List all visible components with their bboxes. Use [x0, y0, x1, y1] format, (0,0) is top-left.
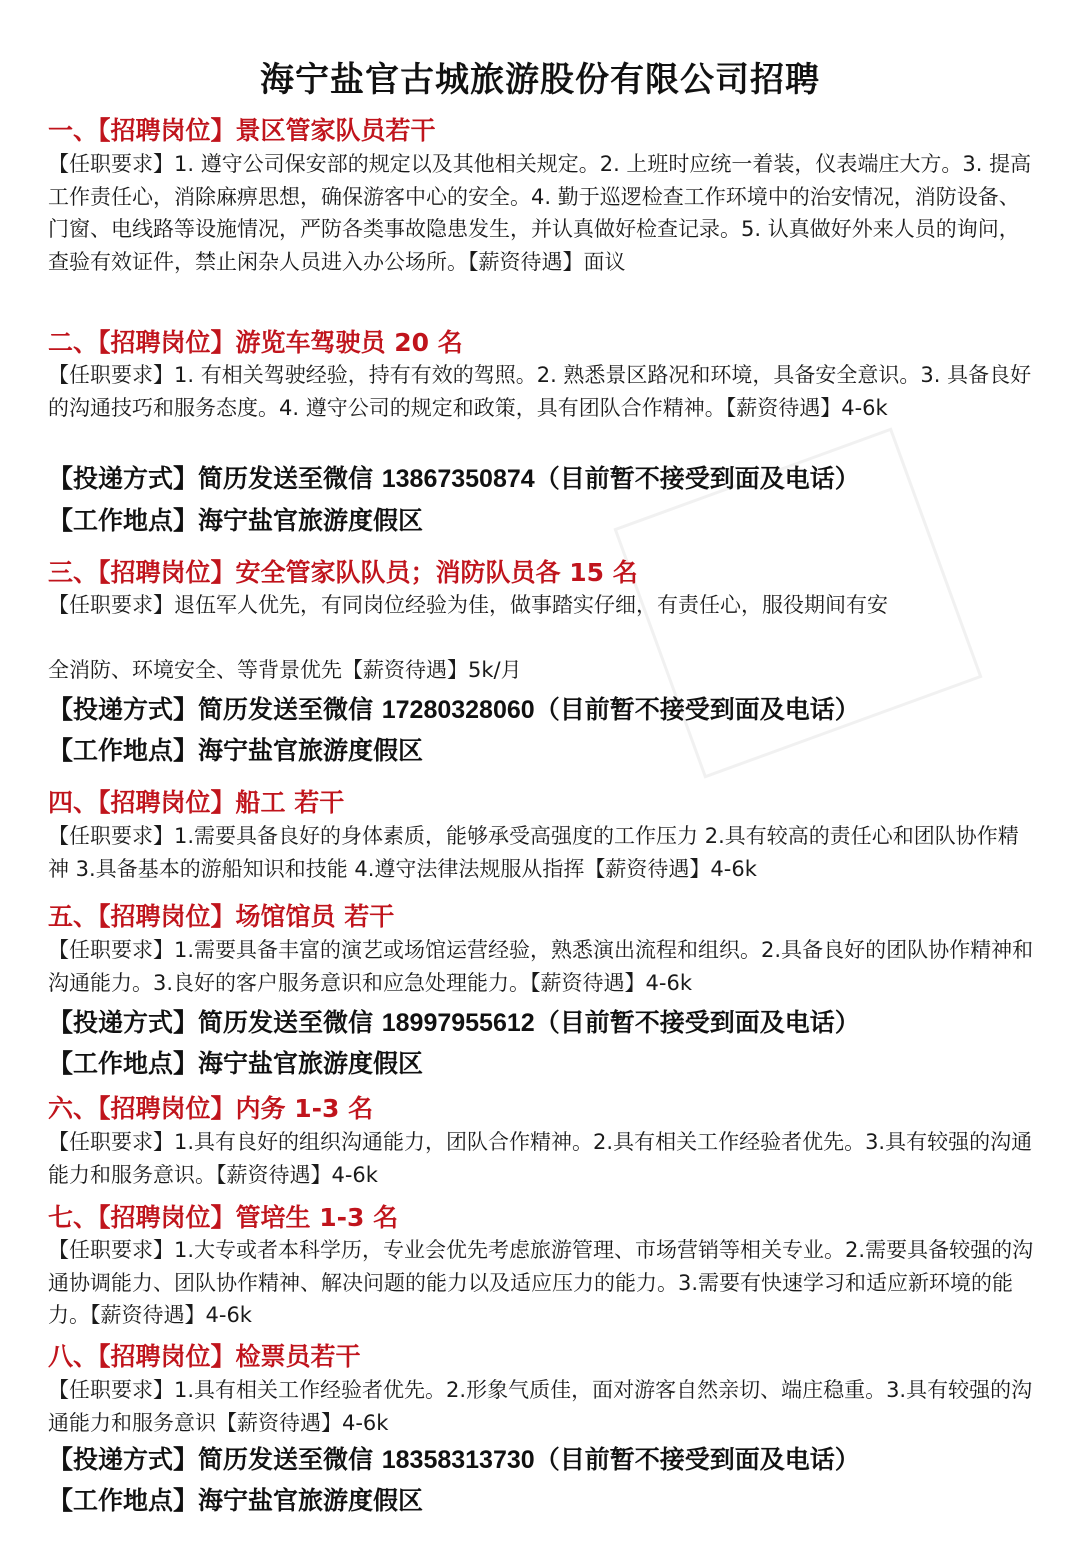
section-4-heading: 四、【招聘岗位】船工 若干: [48, 788, 345, 817]
section-6-heading: 六、【招聘岗位】内务 1-3 名: [48, 1094, 374, 1123]
section-5-body: 【任职要求】1.需要具备丰富的演艺或场馆运营经验，熟悉演出流程和组织。2.具备良好的团队协作精神和沟通能力。3.良好的客户服务意识和应急处理能力。【薪资待遇】4-6k: [48, 938, 1034, 995]
section-1-heading: 一、【招聘岗位】景区管家队员若干: [48, 116, 436, 145]
section-6-body: 【任职要求】1.具有良好的组织沟通能力，团队合作精神。2.具有相关工作经验者优先。3.具有较强的沟通能力和服务意识。【薪资待遇】4-6k: [48, 1130, 1033, 1187]
section-8-location: 【工作地点】海宁盐官旅游度假区: [48, 1486, 424, 1515]
wechat-number: 18997955612: [381, 1009, 535, 1037]
contact-note: （目前暂不接受到面及电话）: [534, 464, 860, 493]
contact-label: 【投递方式】简历发送至微信: [48, 1008, 374, 1037]
section-1-body: 【任职要求】1. 遵守公司保安部的规定以及其他相关规定。2. 上班时应统一着装，仪表端庄大方。3. 提高工作责任心，消除麻痹思想，确保游客中心的安全。4. 勤于巡逻检查工作环境中的治安情况，消防设备、门窗、电线路等设施情况，严防各类事故隐患发生，并认真做好检查记录。5. 认真做好外来人员的询问，查验有效证件，禁止闲杂人员进入办公场所。【薪资待遇】面议: [48, 152, 1032, 274]
wechat-number: 17280328060: [381, 696, 535, 724]
section-2-heading: 二、【招聘岗位】游览车驾驶员 20 名: [48, 328, 463, 357]
section-3-contact: [48, 692, 860, 728]
section-2-body: 【任职要求】1. 有相关驾驶经验，持有有效的驾照。2. 熟悉景区路况和环境，具备安全意识。3. 具备良好的沟通技巧和服务态度。4. 遵守公司的规定和政策，具有团队合作精神。【薪资待遇】4-6k: [48, 363, 1032, 420]
page-title: 海宁盐官古城旅游股份有限公司招聘: [260, 60, 820, 100]
section-7-heading: 七、【招聘岗位】管培生 1-3 名: [48, 1203, 399, 1232]
contact-label: 【投递方式】简历发送至微信: [48, 464, 374, 493]
contact-note: （目前暂不接受到面及电话）: [534, 1008, 860, 1037]
section-8-contact: [48, 1442, 860, 1478]
section-8-body: 【任职要求】1.具有相关工作经验者优先。2.形象气质佳，面对游客自然亲切、端庄稳重。3.具有较强的沟通能力和服务意识【薪资待遇】4-6k: [48, 1378, 1033, 1435]
section-8-heading: 八、【招聘岗位】检票员若干: [48, 1342, 361, 1371]
contact-label: 【投递方式】简历发送至微信: [48, 1445, 374, 1474]
contact-note: （目前暂不接受到面及电话）: [534, 695, 860, 724]
contact-label: 【投递方式】简历发送至微信: [48, 695, 374, 724]
section-4-body: 【任职要求】1.需要具备良好的身体素质，能够承受高强度的工作压力 2.具有较高的责任心和团队协作精神 3.具备基本的游船知识和技能 4.遵守法律法规服从指挥【薪资待遇】4-6k: [48, 824, 1019, 881]
section-3-body-line-2: 全消防、环境安全、等背景优先【薪资待遇】5k/月: [48, 658, 522, 682]
section-5-location: 【工作地点】海宁盐官旅游度假区: [48, 1049, 424, 1078]
section-5-heading: 五、【招聘岗位】场馆馆员 若干: [48, 902, 395, 931]
section-3-heading: 三、【招聘岗位】安全管家队队员；消防队员各 15 名: [48, 558, 638, 587]
section-3-body-line-1: 【任职要求】退伍军人优先，有同岗位经验为佳，做事踏实仔细，有责任心，服役期间有安: [48, 593, 888, 617]
section-2-contact: [48, 461, 860, 497]
section-7-body: 【任职要求】1.大专或者本科学历，专业会优先考虑旅游管理、市场营销等相关专业。2.需要具备较强的沟通协调能力、团队协作精神、解决问题的能力以及适应压力的能力。3.需要有快速学习和适应新环境的能力。【薪资待遇】4-6k: [48, 1238, 1034, 1327]
wechat-number: 18358313730: [381, 1446, 535, 1474]
contact-note: （目前暂不接受到面及电话）: [534, 1445, 860, 1474]
section-2-location: 【工作地点】海宁盐官旅游度假区: [48, 506, 424, 535]
section-5-contact: [48, 1005, 860, 1041]
wechat-number: 13867350874: [381, 465, 535, 493]
section-3-location: 【工作地点】海宁盐官旅游度假区: [48, 736, 424, 765]
